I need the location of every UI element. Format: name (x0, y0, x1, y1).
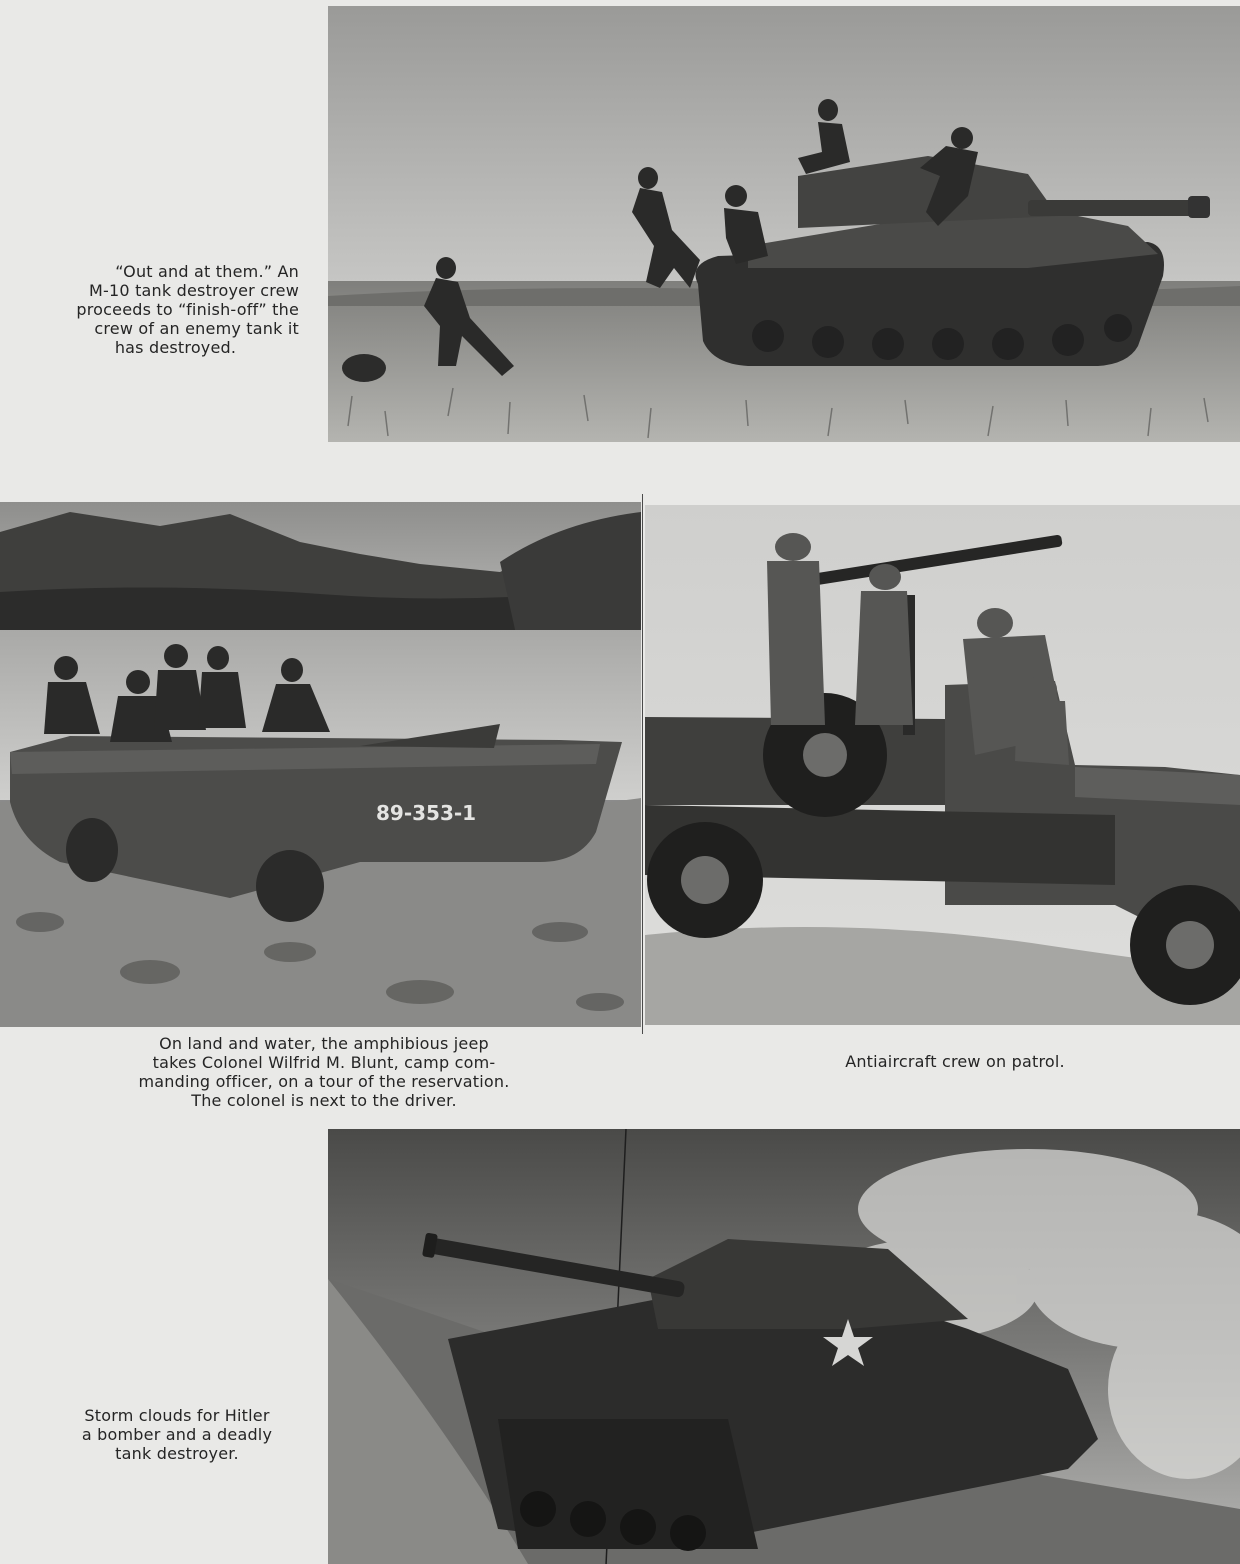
caption-tank-crew-line-4: crew of an enemy tank it (94, 319, 299, 338)
caption-amphibious-jeep (84, 1034, 564, 1110)
photo-tank-destroyer (328, 1129, 1240, 1564)
caption-storm-line-3: tank destroyer. (115, 1444, 239, 1463)
caption-jeep-line-1: On land and water, the amphibious jeep (159, 1034, 489, 1053)
caption-tank-crew-line-3: proceeds to “finish-off” the (76, 300, 299, 319)
tank-destroyer-illustration (328, 1129, 1240, 1564)
caption-tank-crew-line-1: “Out and at them.” An (115, 262, 299, 281)
antiaircraft-illustration (645, 505, 1240, 1025)
caption-antiaircraft-line-1: Antiaircraft crew on patrol. (845, 1052, 1065, 1071)
caption-storm-line-2: a bomber and a deadly (81, 1425, 273, 1444)
caption-tank-crew-line-5: has destroyed. (114, 338, 237, 357)
caption-jeep-line-2: takes Colonel Wilfrid M. Blunt, camp com- (152, 1053, 496, 1072)
caption-tank-crew (52, 262, 299, 357)
caption-tank-crew-line-2: M-10 tank destroyer crew (89, 281, 299, 300)
photo-amphibious-jeep (0, 502, 641, 1027)
jeep-number: 89-353-1 (376, 801, 477, 825)
caption-antiaircraft (790, 1052, 1120, 1071)
photo-tank-crew (328, 6, 1240, 442)
photo-antiaircraft-crew (645, 505, 1240, 1025)
photo-divider-line (642, 494, 643, 1034)
amphibious-jeep-illustration (0, 502, 641, 1027)
tank-crew-illustration (328, 6, 1240, 442)
caption-jeep-line-4: The colonel is next to the driver. (191, 1091, 457, 1110)
caption-storm-line-1: Storm clouds for Hitler (84, 1406, 270, 1425)
caption-jeep-line-3: manding officer, on a tour of the reservation. (138, 1072, 510, 1091)
caption-storm-clouds (52, 1406, 302, 1463)
